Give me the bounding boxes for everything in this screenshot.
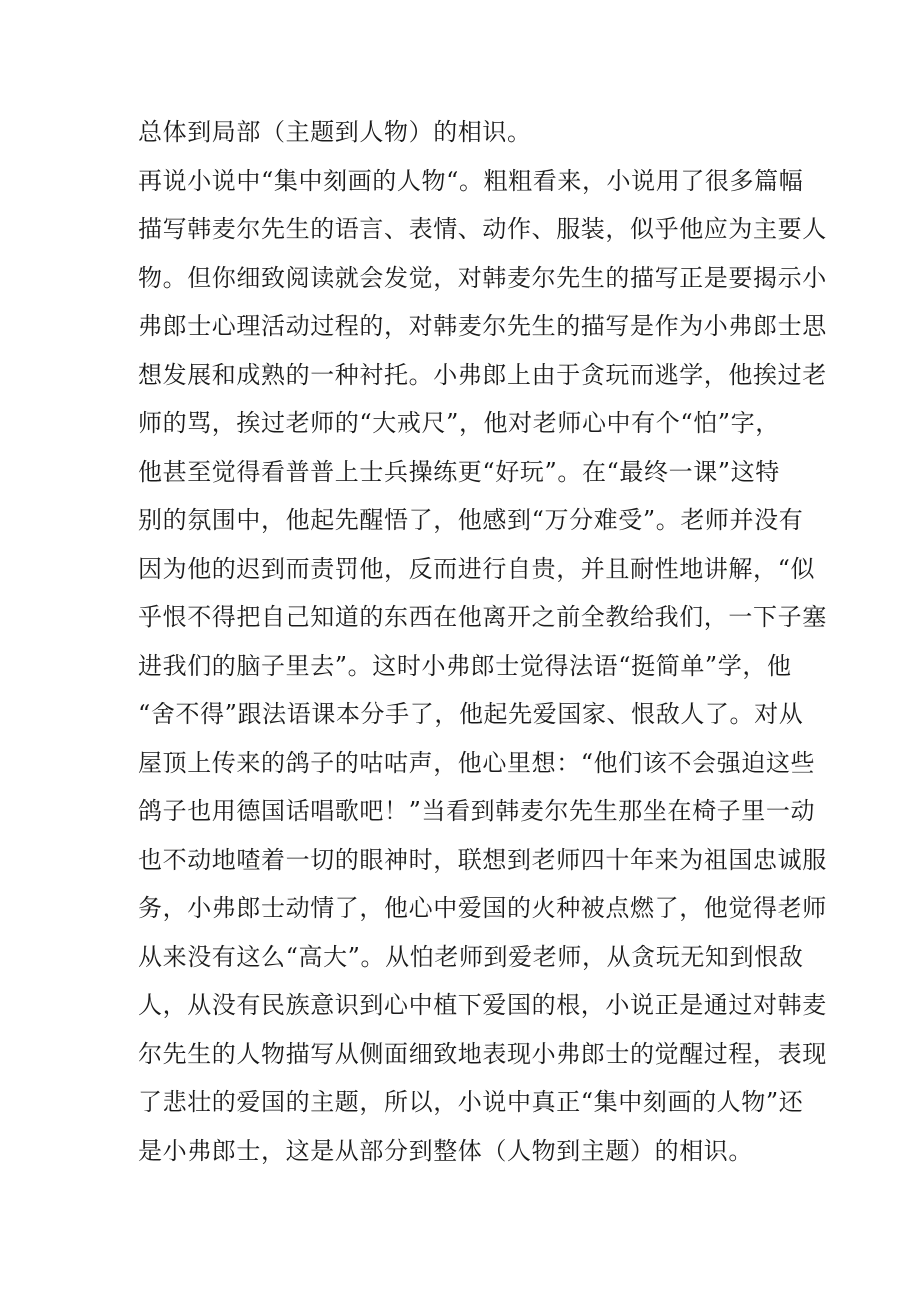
text-line: 别的氛围中，他起先醒悟了，他感到“万分难受”。老师并没有 bbox=[138, 506, 804, 534]
body-text bbox=[138, 108, 827, 1175]
text-line: 尔先生的人物描写从侧面细致地表现小弗郎士的觉醒过程，表现 bbox=[138, 1039, 827, 1068]
text-line: 从来没有这么“高大”。从怕老师到爱老师，从贪玩无知到恨敌 bbox=[138, 942, 804, 971]
text-line: 人，从没有民族意识到心中植下爱国的根，小说正是通过对韩麦 bbox=[138, 991, 827, 1019]
text-line: 屋顶上传来的鸽子的咕咕声，他心里想：“他们该不会强迫这些 bbox=[138, 748, 816, 777]
text-line: 弗郎士心理活动过程的，对韩麦尔先生的描写是作为小弗郎士思 bbox=[138, 312, 827, 340]
text-line: 师的骂，挨过老师的“大戒尺”，他对老师心中有个“怕”字， bbox=[138, 409, 780, 437]
text-line: 总体到局部（主题到人物）的相识。 bbox=[138, 118, 532, 146]
text-line: 描写韩麦尔先生的语言、表情、动作、服装，似乎他应为主要人 bbox=[138, 215, 827, 243]
text-line: 想发展和成熟的一种衬托。小弗郎上由于贪玩而逃学，他挨过老 bbox=[138, 360, 827, 389]
text-line: 他甚至觉得看普普上士兵操练更“好玩”。在“最终一课”这特 bbox=[138, 457, 780, 486]
text-line: 了悲壮的爱国的主题，所以，小说中真正“集中刻画的人物”还 bbox=[138, 1088, 804, 1116]
text-line: 物。但你细致阅读就会发觉，对韩麦尔先生的描写正是要揭示小 bbox=[138, 263, 827, 292]
text-line: 鸽子也用德国话唱歌吧！”当看到韩麦尔先生那坐在椅子里一动 bbox=[138, 797, 816, 825]
text-line: 乎恨不得把自己知道的东西在他离开之前全教给我们，一下子塞 bbox=[138, 603, 827, 631]
text-line: 因为他的迟到而责罚他，反而进行自贵，并且耐性地讲解，“似 bbox=[138, 554, 816, 583]
text-line: 也不动地喳着一切的眼神时，联想到老师四十年来为祖国忠诚服 bbox=[138, 845, 827, 874]
text-line: 务，小弗郎士动情了，他心中爱国的火种被点燃了，他觉得老师 bbox=[138, 894, 827, 922]
text-line: “舍不得”跟法语课本分手了，他起先爱国家、恨敌人了。对从 bbox=[138, 700, 804, 728]
text-line: 进我们的脑子里去”。这时小弗郎士觉得法语“挺简单”学，他 bbox=[138, 651, 792, 680]
text-line: 是小弗郎士，这是从部分到整体（人物到主题）的相识。 bbox=[138, 1136, 753, 1165]
text-line: 再说小说中“集中刻画的人物“。粗粗看来，小说用了很多篇幅 bbox=[138, 166, 804, 195]
